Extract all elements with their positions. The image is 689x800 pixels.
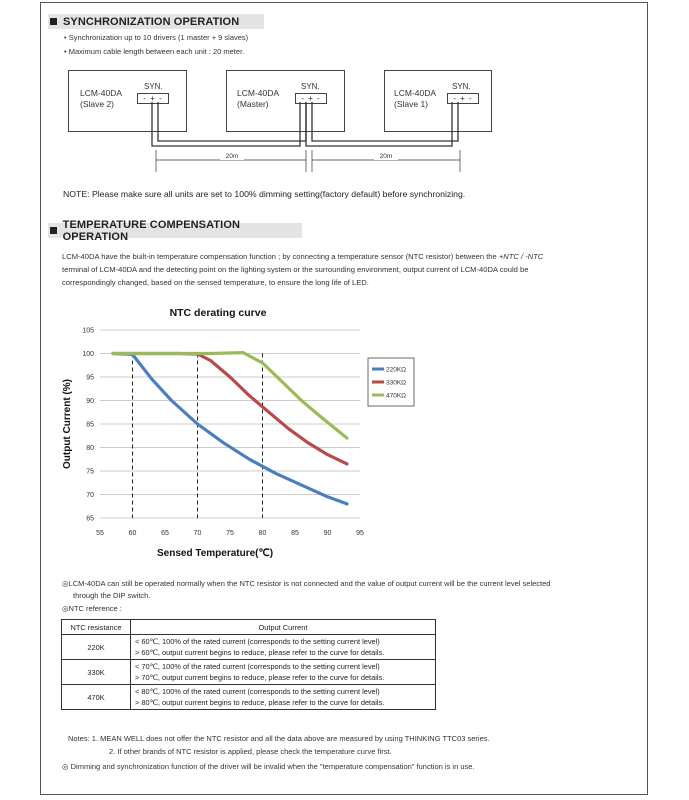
table-cell-description <box>131 635 436 660</box>
table-cell-resistance: 220K <box>62 635 131 660</box>
remark-1 <box>62 578 632 602</box>
ntc-derating-chart <box>0 300 689 570</box>
temp-paragraph <box>62 250 642 289</box>
sync-bullet-1-text: Synchronization up to 10 drivers (1 master + 9 slaves) <box>68 33 249 42</box>
unit-master-syn: SYN. <box>301 82 320 91</box>
y-tick-label: 105 <box>82 327 94 335</box>
y-tick-label: 90 <box>86 398 94 405</box>
unit-slave-1-role: (Slave 1) <box>394 99 429 109</box>
temp-paragraph-line-3: correspondingly changed, based on the sensed temperature, to ensure the long life of LED. <box>62 278 369 287</box>
wire-master-slave1-a <box>306 102 452 146</box>
temp-heading <box>48 218 302 243</box>
remark-2: ◎NTC reference : <box>62 604 122 613</box>
table-cell-line-2: > 70℃, output current begins to reduce, please refer to the curve for details. <box>135 673 385 682</box>
temp-paragraph-ntc: +NTC / -NTC <box>498 252 544 261</box>
y-tick-label: 80 <box>86 445 94 452</box>
ntc-reference-table <box>61 619 436 710</box>
note-2: 2. If other brands of NTC resistor is applied, please check the temperature curve first. <box>109 747 392 756</box>
table-cell-line-1: < 80℃, 100% of the rated current (corresponds to the setting current level) <box>135 687 380 696</box>
legend-label-2: 330KΩ <box>386 379 407 387</box>
unit-slave-1-model: LCM-40DA <box>394 88 437 98</box>
legend-label-1: 220KΩ <box>386 366 407 374</box>
unit-slave-1-syn: SYN. <box>452 82 471 91</box>
series-line-3 <box>113 353 347 439</box>
legend-label-3: 470KΩ <box>386 392 407 400</box>
sync-note: NOTE: Please make sure all units are set to 100% dimming setting(factory default) before synchronizing. <box>63 189 466 199</box>
remark-1-line-1: ◎LCM-40DA can still be operated normally when the NTC resistor is not connected and the value of output current will be the current level selected <box>62 579 551 588</box>
table-cell-line-2: > 60℃, output current begins to reduce, please refer to the curve for details. <box>135 648 385 657</box>
x-tick-label: 90 <box>323 530 332 537</box>
unit-master-model: LCM-40DA <box>237 88 280 98</box>
x-tick-label: 80 <box>258 530 267 537</box>
x-tick-label: 95 <box>356 530 364 537</box>
y-tick-label: 100 <box>82 351 94 358</box>
chart-title: NTC derating curve <box>169 307 267 319</box>
distance-label-2: 20m <box>374 153 398 160</box>
unit-master-terminal: - + - <box>295 93 327 104</box>
y-axis-label: Output Current (%) <box>62 379 73 469</box>
temp-paragraph-line-2: terminal of LCM-40DA and the detecting point on the lighting system or the surrounding environment, output current of LCM-40DA could be <box>62 265 529 274</box>
table-cell-resistance: 470K <box>62 685 131 710</box>
y-tick-label: 65 <box>86 515 94 523</box>
distance-label-1: 20m <box>220 153 244 160</box>
unit-slave-1-terminal: - + - <box>447 93 479 104</box>
x-tick-label: 55 <box>96 530 104 537</box>
y-tick-label: 95 <box>86 374 94 382</box>
wire-slave2-master-a <box>152 102 300 146</box>
sync-wiring-diagram <box>0 0 689 200</box>
heading-square-icon <box>50 227 57 234</box>
table-row <box>62 660 436 685</box>
temp-paragraph-line-1 <box>62 250 642 263</box>
note-1: Notes: 1. MEAN WELL does not offer the NTC resistor and all the data above are measured by using THINKING TTC03 series. <box>68 734 490 743</box>
temp-heading-text: TEMPERATURE COMPENSATION OPERATION <box>62 218 241 243</box>
table-cell-resistance: 330K <box>62 660 131 685</box>
y-tick-label: 70 <box>86 492 94 499</box>
temp-paragraph-line-1a: LCM-40DA have the built-in temperature compensation function ; by connecting a temperature sensor (NTC resistor) between the <box>62 252 499 261</box>
table-cell-line-1: < 60℃, 100% of the rated current (corresponds to the setting current level) <box>135 637 380 646</box>
table-header-output: Output Current <box>131 620 436 635</box>
x-tick-label: 75 <box>226 530 234 537</box>
x-tick-label: 65 <box>161 530 169 537</box>
unit-slave-2-syn: SYN. <box>144 82 163 91</box>
remark-1-line-2: through the DIP switch. <box>73 591 151 600</box>
table-cell-description <box>131 660 436 685</box>
sync-bullet-2-text: Maximum cable length between each unit : 20 meter. <box>68 47 245 56</box>
sync-bullet-2: • Maximum cable length between each unit : 20 meter. <box>64 47 245 56</box>
table-header-ntc: NTC resistance <box>62 620 131 635</box>
sync-heading-text: SYNCHRONIZATION OPERATION <box>63 15 240 28</box>
table-header-row <box>62 620 436 635</box>
x-tick-label: 60 <box>128 530 137 537</box>
table-cell-line-1: < 70℃, 100% of the rated current (corresponds to the setting current level) <box>135 662 380 671</box>
unit-slave-2-role: (Slave 2) <box>80 99 115 109</box>
table-cell-line-2: > 80℃, output current begins to reduce, please refer to the curve for details. <box>135 698 385 707</box>
table-cell-description <box>131 685 436 710</box>
x-axis-label: Sensed Temperature(℃) <box>157 548 274 559</box>
x-tick-label: 85 <box>291 530 299 537</box>
table-row <box>62 685 436 710</box>
wire-master-slave1-b <box>312 102 458 141</box>
remark-3: ◎ Dimming and synchronization function of the driver will be invalid when the "temperature compensation" function is in use. <box>62 762 475 771</box>
table-row <box>62 635 436 660</box>
y-tick-label: 75 <box>86 468 94 476</box>
unit-slave-2-terminal: - + - <box>137 93 169 104</box>
sync-bullet-1: • Synchronization up to 10 drivers (1 master + 9 slaves) <box>64 33 249 42</box>
x-tick-label: 70 <box>193 530 202 537</box>
y-tick-label: 85 <box>86 421 94 429</box>
unit-slave-2-model: LCM-40DA <box>80 88 123 98</box>
wire-slave2-master-b <box>158 102 306 141</box>
unit-master-role: (Master) <box>237 99 269 109</box>
